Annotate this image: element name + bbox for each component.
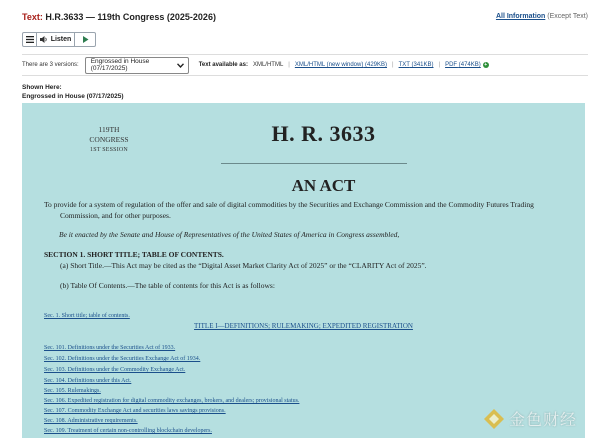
- separator: |: [392, 62, 394, 68]
- toc-link-sec-1[interactable]: Sec. 1. Short title; table of contents.: [44, 313, 130, 319]
- speaker-icon: [40, 36, 48, 43]
- separator: |: [288, 62, 290, 68]
- divider: [221, 163, 407, 164]
- all-information-area: [496, 13, 588, 20]
- subsection-a-text: —This Act may be cited as the “Digital Asset Market Clarity Act of 2025” or the “CLARITY Act of 2025”.: [103, 261, 427, 270]
- format-xml-html: XML/HTML: [252, 62, 284, 68]
- versions-bar: [22, 54, 588, 76]
- congress-label: 119TH CONGRESS: [89, 125, 129, 144]
- play-button[interactable]: [75, 33, 95, 46]
- menu-button[interactable]: [23, 33, 37, 46]
- shown-here-value: Engrossed in House (07/17/2025): [22, 93, 124, 100]
- play-icon: [82, 36, 89, 43]
- formats-area: [199, 62, 489, 68]
- session-label: 1ST SESSION: [90, 147, 128, 153]
- purpose-line-2: Commission, and for other purposes.: [60, 211, 171, 220]
- title-label: Text:: [22, 12, 43, 22]
- subsection-a: [60, 261, 570, 270]
- toc-link-sec-109[interactable]: Sec. 109. Treatment of certain non-controlling blockchain developers.: [44, 428, 212, 434]
- toc-title-1-link[interactable]: TITLE I—DEFINITIONS; RULEMAKING; EXPEDITED REGISTRATION: [194, 322, 413, 330]
- format-pdf-link[interactable]: PDF (474KB): [445, 62, 481, 68]
- section-1-heading: SECTION 1. SHORT TITLE; TABLE OF CONTENTS.: [44, 250, 224, 259]
- all-information-suffix: (Except Text): [547, 13, 588, 20]
- version-select-value: Engrossed in House (07/17/2025): [90, 58, 150, 72]
- toc-link-sec-103[interactable]: Sec. 103. Definitions under the Commodity Exchange Act.: [44, 367, 186, 373]
- listen-label: Listen: [50, 36, 72, 43]
- subsection-a-label: (a) Short Title.: [60, 261, 104, 270]
- formats-label: Text available as:: [198, 62, 248, 68]
- watermark: [483, 407, 577, 430]
- page-header: [22, 12, 588, 26]
- toc-link-sec-104[interactable]: Sec. 104. Definitions under this Act.: [44, 378, 132, 384]
- toc-link-sec-101[interactable]: Sec. 101. Definitions under the Securities Act of 1933.: [44, 345, 176, 351]
- enacting-clause: Be it enacted by the Senate and House of Representatives of the United States of America in Congress assembled,: [59, 230, 400, 239]
- listen-button[interactable]: [37, 33, 75, 46]
- subsection-b: [60, 281, 570, 290]
- page-title: [22, 12, 216, 22]
- shown-here: [22, 83, 124, 101]
- toc-link-sec-107[interactable]: Sec. 107. Commodity Exchange Act and securities laws savings provisions.: [44, 408, 226, 414]
- act-heading: AN ACT: [291, 176, 356, 195]
- toc-link-sec-108[interactable]: Sec. 108. Administrative requirements.: [44, 418, 138, 424]
- version-select[interactable]: [85, 57, 189, 74]
- toc-link-sec-105[interactable]: Sec. 105. Rulemakings.: [44, 388, 101, 394]
- purpose-line-1: To provide for a system of regulation of the offer and sale of digital commodities by the Securities and Exchange Commission and the Commodity Futures Trading: [44, 200, 534, 209]
- plus-icon[interactable]: +: [484, 62, 488, 68]
- menu-icon: [26, 36, 34, 43]
- toc-link-sec-102[interactable]: Sec. 102. Definitions under the Securities Exchange Act of 1934.: [44, 356, 201, 362]
- audio-toolbar: [22, 32, 96, 47]
- jinse-logo-icon: [483, 408, 505, 430]
- shown-here-label: Shown Here:: [22, 84, 62, 91]
- title-text: H.R.3633 — 119th Congress (2025-2026): [45, 12, 216, 22]
- format-txt-link[interactable]: TXT (341KB): [398, 62, 434, 68]
- bill-text-panel: [22, 103, 585, 438]
- bill-number: H. R. 3633: [271, 121, 376, 146]
- all-information-link[interactable]: All Information: [495, 13, 546, 20]
- toc-link-sec-106[interactable]: Sec. 106. Expedited registration for digital commodity exchanges, brokers, and dealers; provisional status.: [44, 398, 300, 404]
- watermark-text: 金色财经: [508, 410, 577, 429]
- subsection-b-text: —The table of contents for this Act is as follows:: [127, 281, 275, 290]
- bill-purpose: [44, 199, 569, 221]
- chevron-down-icon: [177, 61, 184, 70]
- subsection-b-label: (b) Table Of Contents.: [60, 281, 128, 290]
- format-xml-new-window-link[interactable]: XML/HTML (new window) (429KB): [294, 62, 388, 68]
- separator: |: [438, 62, 441, 68]
- versions-label: There are 3 versions:: [22, 62, 79, 68]
